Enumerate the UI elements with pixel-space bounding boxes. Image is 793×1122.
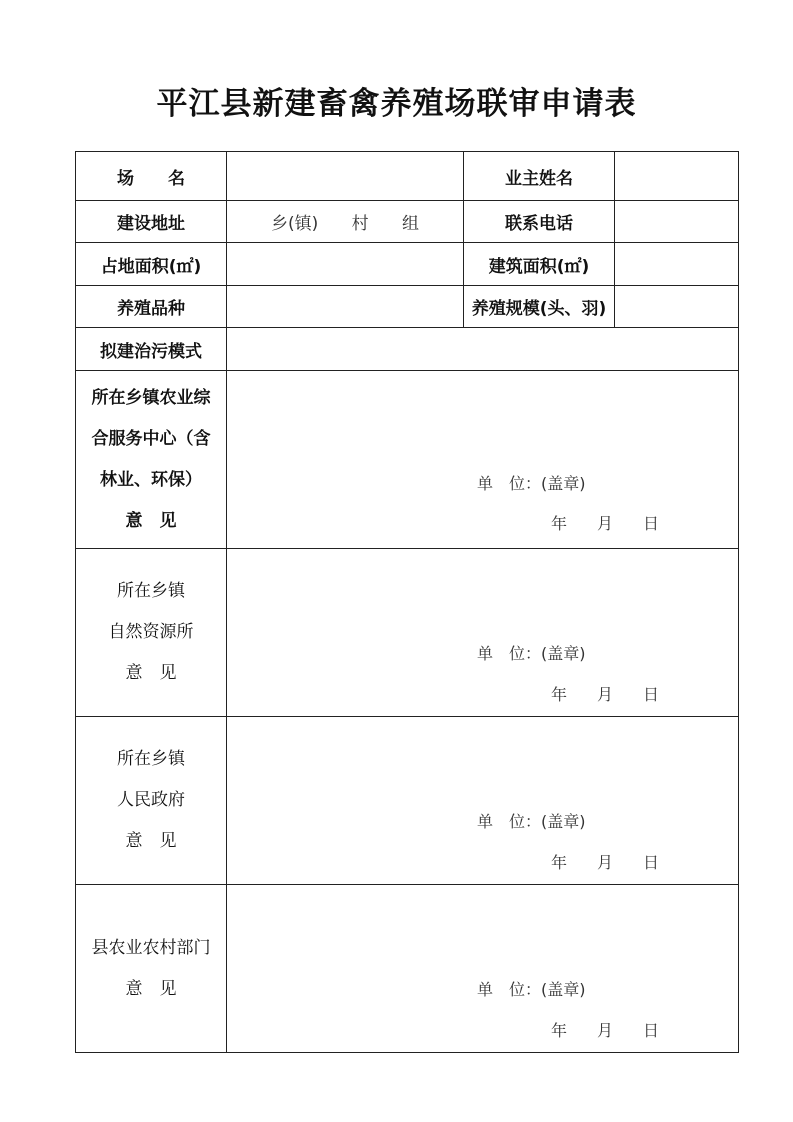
- signature-year: 年: [551, 1021, 568, 1040]
- signature-month: 月: [597, 685, 614, 704]
- farm-name-field[interactable]: [227, 152, 464, 201]
- opinion-field-government[interactable]: [227, 717, 739, 885]
- row-address: [76, 201, 739, 243]
- building-area-field[interactable]: [615, 243, 739, 286]
- row-area: [76, 243, 739, 286]
- opinion-label-line: 县农业农村部门: [91, 937, 211, 958]
- address-group: 组: [402, 214, 420, 234]
- row-breed: [76, 286, 739, 328]
- opinion-label-agri-center: [76, 371, 227, 549]
- row-farm-name: [76, 152, 739, 201]
- owner-name-field[interactable]: [615, 152, 739, 201]
- breed-label: 养殖品种: [76, 286, 227, 328]
- opinion-label-line: 所在乡镇: [117, 581, 185, 601]
- row-opinion-county: [76, 885, 739, 1053]
- building-area-label: 建筑面积(㎡): [464, 243, 615, 286]
- signature-month: 月: [597, 1021, 614, 1040]
- signature-block: [227, 371, 738, 548]
- application-form-table: [75, 151, 739, 1053]
- row-opinion-government: [76, 717, 739, 885]
- opinion-field-county[interactable]: [227, 885, 739, 1053]
- signature-date: [551, 511, 689, 534]
- signature-block: [227, 717, 738, 884]
- signature-unit: 单 位：(盖章): [477, 980, 586, 999]
- opinion-label-line: 意 见: [125, 831, 177, 851]
- pollution-mode-field[interactable]: [227, 328, 739, 371]
- address-village: 村: [351, 214, 369, 234]
- opinion-label-line: 林业、环保）: [100, 469, 202, 490]
- signature-year: 年: [551, 685, 568, 704]
- pollution-mode-label: 拟建治污模式: [76, 328, 227, 371]
- land-area-field[interactable]: [227, 243, 464, 286]
- signature-month: 月: [597, 514, 614, 533]
- owner-name-label: 业主姓名: [464, 152, 615, 201]
- opinion-label-line: 意 见: [125, 510, 177, 531]
- signature-unit: 单 位：(盖章): [477, 474, 586, 493]
- signature-unit: 单 位：(盖章): [477, 812, 586, 831]
- land-area-label: 占地面积(㎡): [76, 243, 227, 286]
- signature-year: 年: [551, 514, 568, 533]
- signature-year: 年: [551, 853, 568, 872]
- signature-date: [551, 682, 689, 705]
- signature-date: [551, 1018, 689, 1041]
- signature-unit: 单 位：(盖章): [477, 644, 586, 663]
- row-pollution: [76, 328, 739, 371]
- address-field[interactable]: [227, 201, 464, 243]
- address-label: 建设地址: [76, 201, 227, 243]
- opinion-field-resources[interactable]: [227, 549, 739, 717]
- opinion-label-county: [76, 885, 227, 1053]
- phone-label: 联系电话: [464, 201, 615, 243]
- signature-block: [227, 885, 738, 1052]
- signature-day: 日: [643, 685, 660, 704]
- signature-block: [227, 549, 738, 716]
- opinion-label-line: 自然资源所: [108, 622, 194, 642]
- opinion-label-resources: [76, 549, 227, 717]
- opinion-label-government: [76, 717, 227, 885]
- opinion-label-line: 意 见: [125, 978, 177, 999]
- page-title: 平江县新建畜禽养殖场联审申请表: [156, 86, 637, 122]
- opinion-label-line: 所在乡镇农业综: [91, 387, 211, 408]
- opinion-field-agri-center[interactable]: [227, 371, 739, 549]
- scale-label: 养殖规模(头、羽): [464, 286, 615, 328]
- farm-name-label: 场 名: [76, 152, 227, 201]
- row-opinion-resources: [76, 549, 739, 717]
- signature-day: 日: [643, 514, 660, 533]
- opinion-label-line: 合服务中心（含: [91, 428, 211, 449]
- signature-month: 月: [597, 853, 614, 872]
- phone-field[interactable]: [615, 201, 739, 243]
- opinion-label-line: 所在乡镇: [117, 749, 185, 769]
- opinion-label-line: 意 见: [125, 663, 177, 683]
- opinion-label-line: 人民政府: [117, 790, 185, 810]
- address-township: 乡(镇): [270, 214, 319, 234]
- row-opinion-agri-center: [76, 371, 739, 549]
- signature-date: [551, 850, 689, 873]
- signature-day: 日: [643, 1021, 660, 1040]
- scale-field[interactable]: [615, 286, 739, 328]
- breed-field[interactable]: [227, 286, 464, 328]
- signature-day: 日: [643, 853, 660, 872]
